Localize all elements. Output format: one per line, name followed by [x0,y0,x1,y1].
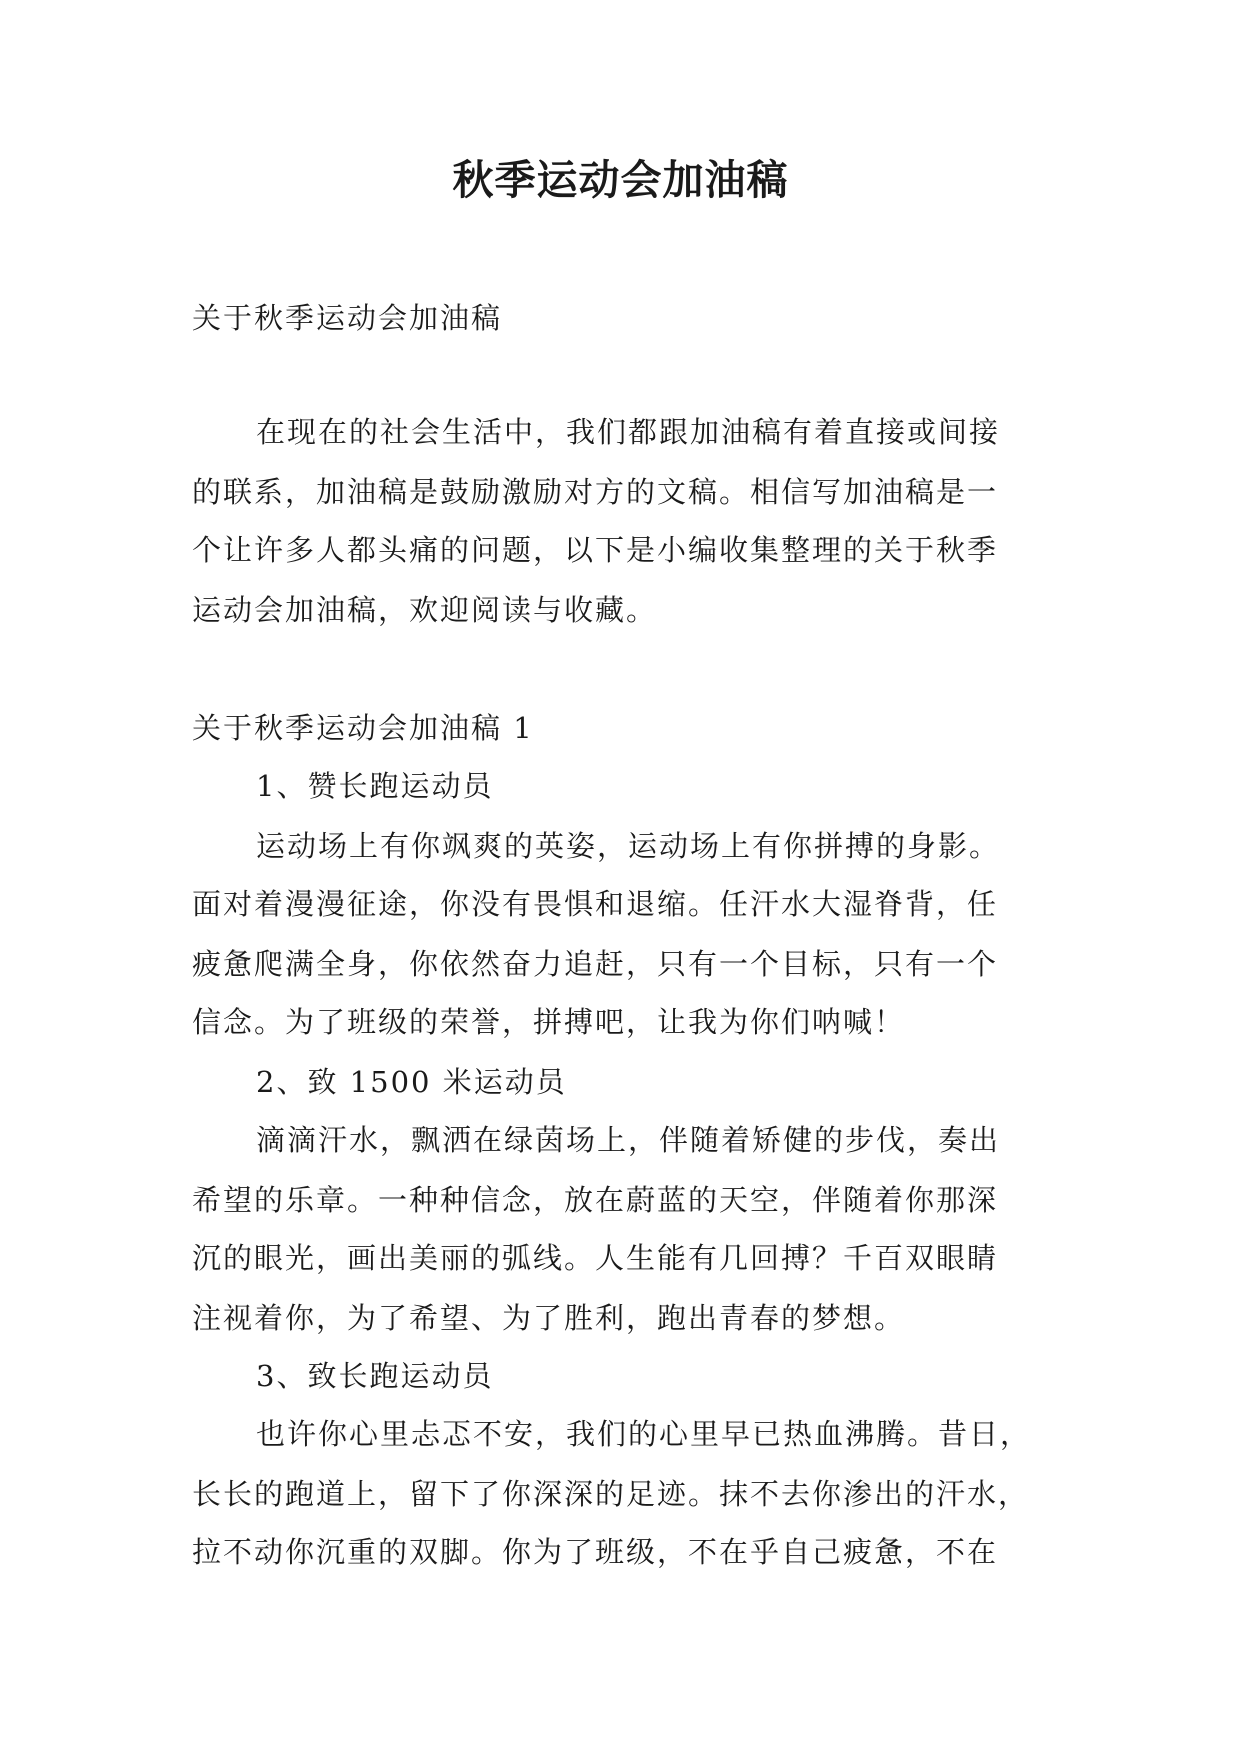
document-title: 秋季运动会加油稿 [452,156,789,204]
intro-paragraph-line: 运动会加油稿，欢迎阅读与收藏。 [192,593,658,627]
item-paragraph-line: 也许你心里忐忑不安，我们的心里早已热血沸腾。昔日， [256,1417,1032,1451]
intro-paragraph-line: 的联系，加油稿是鼓励激励对方的文稿。相信写加油稿是一 [192,475,999,509]
item-paragraph-line: 滴滴汗水，飘洒在绿茵场上，伴随着矫健的步伐，奏出 [256,1123,1001,1157]
intro-paragraph-line: 个让许多人都头痛的问题，以下是小编收集整理的关于秋季 [192,533,999,567]
item-paragraph-line: 信念。为了班级的荣誉，拼搏吧，让我为你们呐喊！ [192,1005,906,1039]
item-paragraph-line: 希望的乐章。一种种信念，放在蔚蓝的天空，伴随着你那深 [192,1183,999,1217]
item-paragraph-line: 沉的眼光，画出美丽的弧线。人生能有几回搏？千百双眼睛 [192,1241,999,1275]
intro-heading: 关于秋季运动会加油稿 [192,301,503,335]
item-paragraph-line: 拉不动你沉重的双脚。你为了班级，不在乎自己疲惫，不在 [192,1535,999,1569]
section-heading: 关于秋季运动会加油稿 1 [192,711,534,745]
item-paragraph-line: 注视着你，为了希望、为了胜利，跑出青春的梦想。 [192,1301,906,1335]
item-paragraph-line: 长长的跑道上，留下了你深深的足迹。抹不去你渗出的汗水， [192,1477,1030,1511]
intro-paragraph-line: 在现在的社会生活中，我们都跟加油稿有着直接或间接 [256,415,1001,449]
item-paragraph-line: 面对着漫漫征途，你没有畏惧和退缩。任汗水大湿脊背，任 [192,887,999,921]
item-heading: 2、致 1500 米运动员 [256,1065,567,1099]
item-paragraph-line: 疲惫爬满全身，你依然奋力追赶，只有一个目标，只有一个 [192,947,999,981]
item-heading: 3、致长跑运动员 [256,1359,494,1393]
item-paragraph-line: 运动场上有你飒爽的英姿，运动场上有你拼搏的身影。 [256,829,1001,863]
item-heading: 1、赞长跑运动员 [256,769,494,803]
